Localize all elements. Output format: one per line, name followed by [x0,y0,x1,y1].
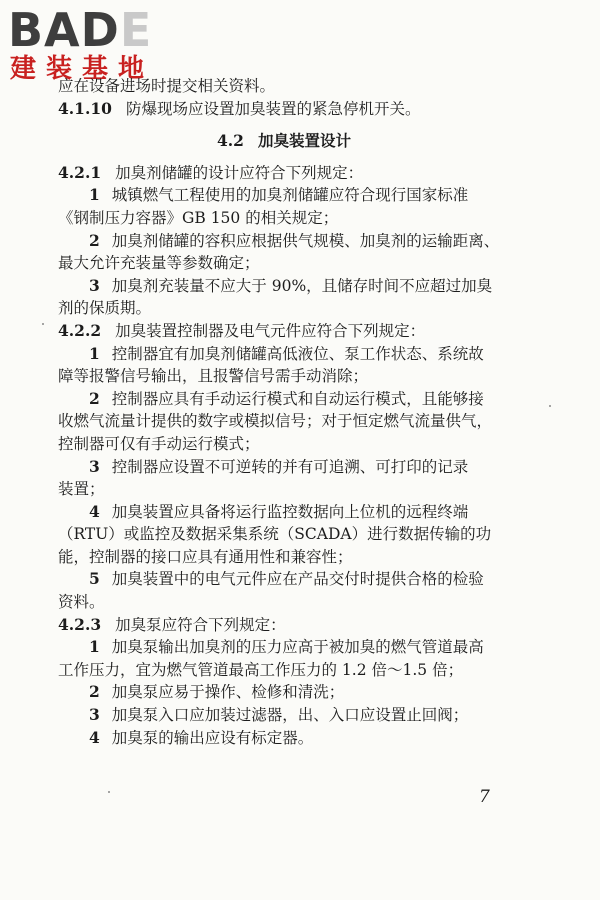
page-number: 7 [479,787,490,807]
item-text: 加臭泵的输出应设有标定器。 [111,728,314,747]
item-number: 2 [89,388,100,408]
list-item [58,727,510,750]
text-line: 《钢制压力容器》GB 150 的相关规定； [58,208,339,227]
item-text: 加臭装置应具备将运行监控数据向上位机的远程终端 [111,502,469,521]
item-number: 3 [89,275,100,295]
item-number: 5 [89,569,100,589]
item-text: 加臭剂储罐的容积应根据供气规模、加臭剂的运输距离、 [111,231,500,250]
text-line: 资料。 [58,593,105,612]
clause-number: 4.2.1 [58,162,102,182]
scan-speck [42,323,44,325]
text-line: 控制器可仅有手动运行模式； [58,434,260,453]
item-text: 控制器宜有加臭剂储罐高低液位、泵工作状态、系统故 [111,344,484,363]
item-number: 2 [89,230,100,250]
text-line: （RTU）或监控及数据采集系统（SCADA）进行数据传输的功 [58,525,492,544]
item-text: 控制器应设置不可逆转的并有可追溯、可打印的记录 [111,457,469,476]
list-item [58,681,510,704]
list-item [58,568,510,591]
item-text: 控制器应具有手动运行模式和自动运行模式，且能够接 [111,389,484,408]
item-text: 加臭泵输出加臭剂的压力应高于被加臭的燃气管道最高 [111,638,484,657]
item-number: 4 [89,501,100,521]
text-line: 应在设备进场时提交相关资料。 [58,77,276,95]
text-line: 收燃气流量计提供的数字或模拟信号；对于恒定燃气流量供气， [58,412,493,431]
item-number: 3 [89,456,100,476]
item-number: 2 [89,682,100,702]
logo-subtitle: 建装基地 [10,54,155,84]
clause-text: 加臭装置控制器及电气元件应符合下列规定： [115,321,426,340]
logo-word-dark: BAD [8,3,120,57]
item-number: 1 [89,343,100,363]
logo-word-light: E [119,3,153,57]
list-item [58,636,510,659]
list-item [58,343,510,366]
list-item [58,456,510,479]
list-item [58,388,510,411]
text-line: 障等报警信号输出，且报警信号需手动消除； [58,367,369,386]
item-number: 1 [89,637,100,657]
section-heading [58,130,510,153]
list-item [58,275,510,298]
clause-4-2-2 [58,320,510,343]
text-line: 装置； [58,480,105,499]
section-title-text: 加臭装置设计 [257,131,351,151]
logo-wordmark [8,4,152,56]
watermark-logo [8,4,178,86]
list-item [58,704,510,727]
item-text: 加臭装置中的电气元件应在产品交付时提供合格的检验 [111,570,484,589]
clause-number: 4.2.2 [58,320,102,340]
clause-text: 防爆现场应设置加臭装置的紧急停机开关。 [125,99,421,118]
clause-4-2-3 [58,614,510,637]
item-number: 1 [89,185,100,205]
clause-text: 加臭剂储罐的设计应符合下列规定： [115,163,364,182]
document-page [58,75,510,749]
list-item [58,230,510,253]
item-number: 4 [89,727,100,747]
text-line: 能，控制器的接口应具有通用性和兼容性； [58,547,353,566]
scan-speck [108,791,110,793]
item-text: 加臭泵入口应加装过滤器，出、入口应设置止回阀； [111,706,469,725]
scan-speck [549,405,551,407]
text-line: 最大允许充装量等参数确定； [58,254,260,273]
clause-number: 4.2.3 [58,614,102,634]
section-number: 4.2 [217,131,244,151]
list-item [58,501,510,524]
clause-text: 加臭泵应符合下列规定： [115,615,286,634]
item-number: 3 [89,705,100,725]
list-item [58,184,510,207]
text-line: 工作压力，宜为燃气管道最高工作压力的 1.2 倍～1.5 倍； [58,660,464,679]
item-text: 加臭泵应易于操作、检修和清洗； [111,683,345,702]
clause-number: 4.1.10 [58,98,112,118]
item-text: 城镇燃气工程使用的加臭剂储罐应符合现行国家标准 [111,186,469,205]
clause-4-2-1 [58,162,510,185]
text-line: 剂的保质期。 [58,299,152,318]
item-text: 加臭剂充装量不应大于 90%，且储存时间不应超过加臭 [111,276,493,295]
clause-4-1-10 [58,98,510,121]
